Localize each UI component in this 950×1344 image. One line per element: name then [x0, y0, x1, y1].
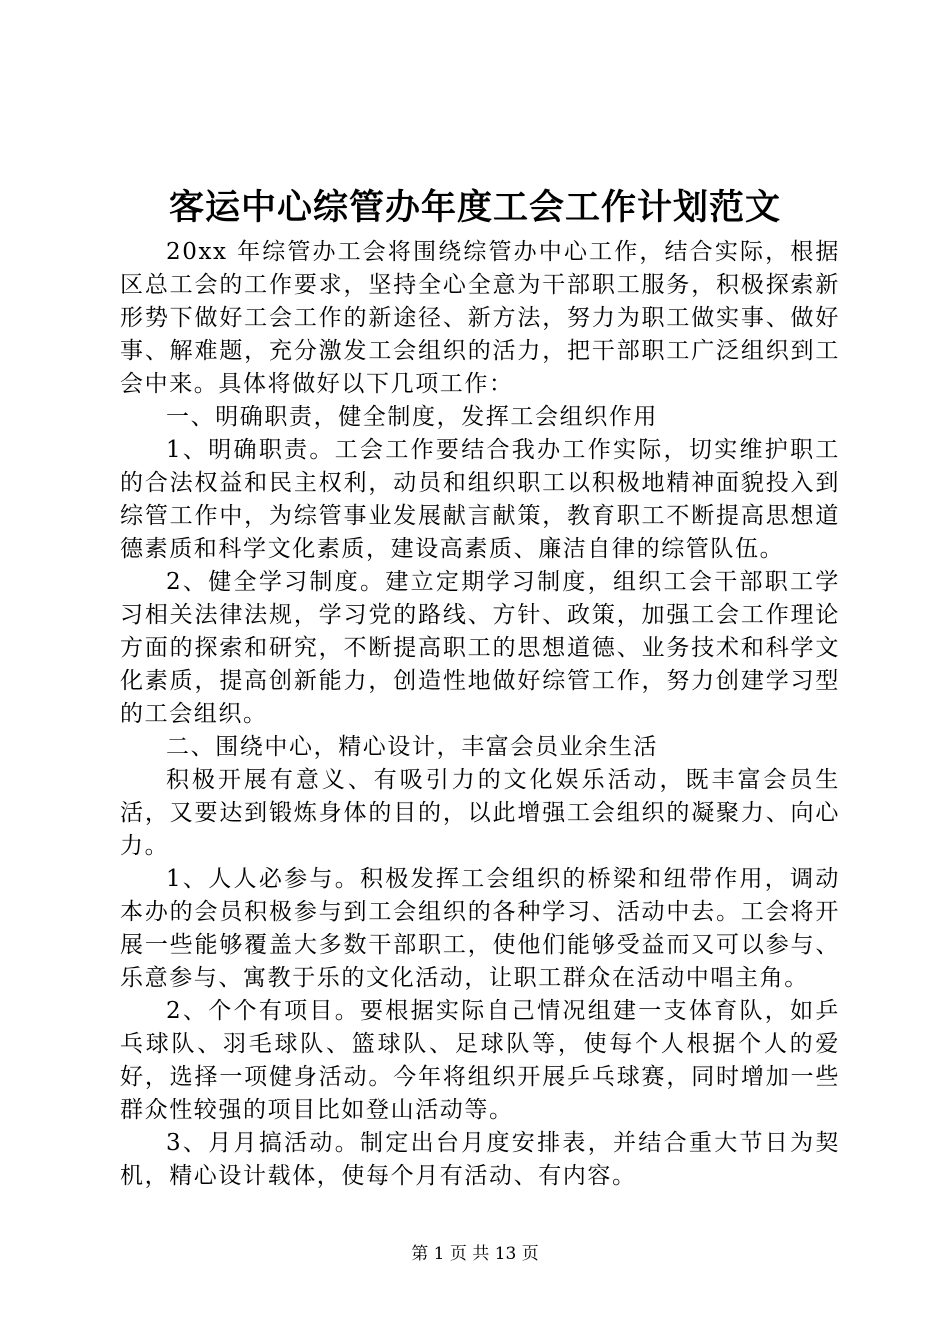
- paragraph-everyone-participates: 1、人人必参与。积极发挥工会组织的桥梁和纽带作用，调动本办的会员积极参与到工会组织的各种学习、活动中去。工会将开展一些能够覆盖大多数干部职工，使他们能够受益而又可以参与、乐意参与、寓教于乐的文化活动，让职工群众在活动中唱主角。: [120, 866, 840, 991]
- document-title: 客运中心综管办年度工会工作计划范文: [168, 187, 781, 228]
- section-heading-2: 二、围绕中心，精心设计，丰富会员业余生活: [166, 734, 658, 760]
- paragraph-clarify-duties: 1、明确职责。工会工作要结合我办工作实际，切实维护职工的合法权益和民主权利，动员和组织职工以积极地精神面貌投入到综管工作中，为综管事业发展献言献策，教育职工不断提高思想道德素质和科学文化素质，建设高素质、廉洁自律的综管队伍。: [120, 437, 840, 562]
- page-number-footer: 第 1 页 共 13 页: [411, 1244, 539, 1264]
- paragraph-everyone-project: 2、个个有项目。要根据实际自己情况组建一支体育队，如乒乓球队、羽毛球队、篮球队、足球队等，使每个人根据个人的爱好，选择一项健身活动。今年将组织开展乒乓球赛，同时增加一些群众性较强的项目比如登山活动等。: [120, 998, 840, 1123]
- section-heading-1: 一、明确职责，健全制度，发挥工会组织作用: [166, 404, 658, 430]
- paragraph-intro: 20xx 年综管办工会将围绕综管办中心工作，结合实际，根据区总工会的工作要求，坚持全心全意为干部职工服务，积极探索新形势下做好工会工作的新途径、新方法，努力为职工做实事、做好事、解难题，充分激发工会组织的活力，把干部职工广泛组织到工会中来。具体将做好以下几项工作：: [120, 239, 840, 397]
- paragraph-study-system: 2、健全学习制度。建立定期学习制度，组织工会干部职工学习相关法律法规，学习党的路线、方针、政策，加强工会工作理论方面的探索和研究，不断提高职工的思想道德、业务技术和科学文化素质，提高创新能力，创造性地做好综管工作，努力创建学习型的工会组织。: [120, 569, 840, 727]
- paragraph-activities-intro: 积极开展有意义、有吸引力的文化娱乐活动，既丰富会员生活，又要达到锻炼身体的目的，以此增强工会组织的凝聚力、向心力。: [120, 767, 840, 859]
- paragraph-monthly-activity: 3、月月搞活动。制定出台月度安排表，并结合重大节日为契机，精心设计载体，使每个月有活动、有内容。: [120, 1130, 840, 1189]
- document-body: [120, 236, 840, 1193]
